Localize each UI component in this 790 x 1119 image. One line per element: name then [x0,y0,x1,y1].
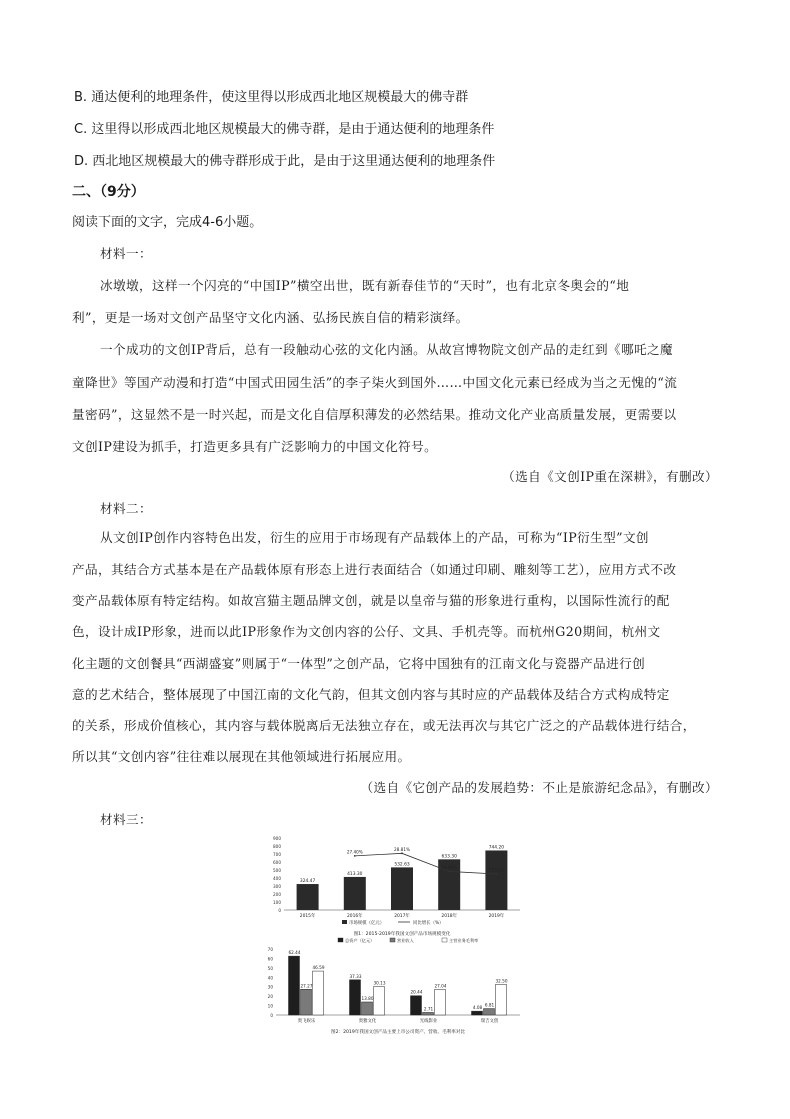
y-tick-label: 200 [273,892,281,897]
chart-title: 图1：2015-2019年我国文创产品市场规模变化 [353,932,451,937]
bar-value-label: 532.63 [394,862,410,868]
x-tick-label: 瑞吉文创 [480,1019,499,1024]
y-tick-label: 70 [267,947,273,952]
material2-line: 的关系，形成价值核心，其内容与载体脱离后无法独立存在，或无法再次与其它广泛之的产品载体进行结合， [72,718,696,733]
material1-label: 材料一： [100,246,152,261]
growth-label: 27.40% [346,849,363,855]
y-tick-label: 900 [273,836,281,841]
chart-title: 图2：2019年我国文创产品主要上市公司资产、营收、毛利率对比 [330,1030,466,1035]
bar-value-label: 633.30 [441,854,457,860]
bar [496,984,507,1015]
bar [472,1011,483,1015]
legend-label: 营业收入 [397,938,414,943]
bar-value-label: 20.44 [410,989,423,995]
bar [313,971,324,1015]
y-tick-label: 300 [273,884,281,889]
option-text: 西北地区规模最大的佛寺群形成于此，是由于这里通达便利的地理条件 [92,154,496,169]
bar [485,850,507,910]
x-tick-label: 2017年 [394,914,410,919]
bar-value-label: 744.20 [488,845,505,851]
bar [362,1002,373,1015]
bar-value-label: 62.44 [288,950,301,956]
material1-p1-line: 冰墩墩，这样一个闪亮的“中国IP”横空出世，既有新春佳节的“天时”，也有北京冬奥会的“地 [100,278,630,293]
bar [301,989,312,1015]
x-tick-label: 2018年 [441,914,457,919]
x-tick-label: 2016年 [347,914,363,919]
bar-value-label: 30.13 [373,980,386,986]
x-tick-label: 光线影业 [419,1019,438,1024]
growth-point [401,852,403,854]
bar-value-label: 413.30 [347,871,363,877]
option-c [74,118,494,137]
legend-label: 主营业务毛利率 [449,938,479,943]
y-tick-label: 30 [267,984,273,990]
growth-label: 17.51% [488,867,505,873]
y-tick-label: 100 [273,900,281,905]
growth-label: 28.81% [394,846,410,852]
y-tick-label: 10 [267,1003,273,1009]
material1-source: （选自《文创IP重在深耕》，有删改） [502,469,718,484]
legend-swatch-bar [342,920,347,924]
legend-swatch [442,938,447,942]
option-text: 通达便利的地理条件，使这里得以形成西北地区规模最大的佛寺群 [91,90,469,105]
bar [289,956,300,1015]
material2-line: 产品，其结合方式基本是在产品载体原有形态上进行表面结合（如通过印刷、雕刻等工艺），应用方式不改 [72,562,677,577]
section-instruction: 阅读下面的文字，完成4-6小题。 [72,215,263,230]
chart-company-comparison [258,935,528,1035]
y-tick-label: 700 [273,852,281,857]
y-tick-label: 800 [273,844,281,849]
bar-value-label: 13.80 [361,995,374,1001]
bar-value-label: 37.33 [349,973,362,979]
material1-p2-line: 文创IP建设为抓手，打造更多具有广泛影响力的中国文化符号。 [72,439,438,454]
bar [484,1009,495,1015]
material2-label: 材料二： [100,501,152,516]
legend-label: 市场规模（亿元） [349,921,385,926]
y-tick-label: 500 [273,868,281,873]
y-tick-label: 50 [267,965,273,971]
bar [423,1012,434,1015]
growth-point [448,871,450,873]
option-b [74,86,468,105]
x-tick-label: 2019年 [488,914,505,919]
bar-value-label: 32.50 [495,978,508,984]
bar-value-label: 27.27 [300,983,313,989]
material1-p1-line: 利”，更是一场对文创产品坚守文化内涵、弘扬民族自信的精彩演绎。 [72,310,469,325]
bar-value-label: 324.47 [299,879,316,885]
option-d [74,150,495,169]
bar [350,980,361,1015]
bar [411,996,422,1015]
legend-label: 同比增长（%） [413,921,444,926]
option-letter: D. [74,154,89,169]
material1-p2-line: 量密码”，这显然不是一时兴起，而是文化自信厚积薄发的必然结果。推动文化产业高质量发展，更需要以 [72,407,677,422]
y-tick-label: 0 [278,908,281,913]
material2-line: 色，设计成IP形象，进而以此IP形象作为文创内容的公仔、文具、手机壳等。而杭州G20期间，杭州文 [72,624,661,639]
x-tick-label: 2015年 [299,914,316,919]
growth-label: 18.90% [441,864,458,870]
bar [435,990,446,1015]
y-tick-label: 60 [267,956,273,962]
material1-p2-line: 一个成功的文创IP背后，总有一段触动心弦的文化内涵。从故宫博物院文创产品的走红到《哪吒之魔 [100,342,673,357]
option-letter: C. [74,122,88,137]
material2-line: 变产品载体原有特定结构。如故宫猫主题品牌文创，就是以皇帝与猫的形象进行重构，以国际性流行的配 [72,593,670,608]
material2-line: 意的艺术结合，整体展现了中国江南的文化气韵，但其文创内容与其时应的产品载体及结合方式构成特定 [72,687,670,702]
section-heading: 二、（9分） [72,184,145,200]
bar [374,987,385,1015]
bar-value-label: 6.81 [484,1002,495,1008]
bar-value-label: 27.04 [434,983,447,989]
bar [391,867,413,910]
material2-line: 所以其“文创内容”往往难以展现在其他领域进行拓展应用。 [72,749,411,764]
legend-swatch [390,938,395,942]
y-tick-label: 20 [267,994,273,1000]
growth-line [355,853,497,874]
material2-line: 化主题的文创餐具“西湖盛宴”则属于“一体型”之创产品，它将中国独有的江南文化与瓷器产品进行创 [72,656,646,671]
bar-value-label: 4.08 [472,1005,483,1011]
option-letter: B. [74,90,88,105]
material2-line: 从文创IP创作内容特色出发，衍生的应用于市场现有产品载体上的产品，可称为“IP衍生型”文创 [100,530,649,545]
y-tick-label: 600 [273,860,281,865]
x-tick-label: 奥飞娱乐 [297,1019,316,1024]
chart-market-size [258,832,528,940]
growth-point [354,855,356,857]
y-tick-label: 40 [267,975,273,981]
material2-source: （选自《它创产品的发展趋势：不止是旅游纪念品》，有删改） [360,780,718,795]
legend-label: 总资产（亿元） [345,938,375,943]
option-text: 这里得以形成西北地区规模最大的佛寺群，是由于通达便利的地理条件 [91,122,495,137]
growth-point [496,873,498,875]
bar [297,884,319,910]
material3-label: 材料三： [100,812,152,827]
bar-value-label: 2.71 [423,1006,434,1012]
bar-value-label: 46.59 [312,965,325,971]
legend-swatch [338,938,343,942]
bar [344,877,366,910]
x-tick-label: 奥雅文化 [358,1019,377,1024]
material1-p2-line: 童降世》等国产动漫和打造“中国式田园生活”的李子柒火到国外……中国文化元素已经成为当之无愧的“流 [72,375,678,390]
y-tick-label: 400 [273,876,281,881]
y-tick-label: 0 [270,1013,273,1018]
